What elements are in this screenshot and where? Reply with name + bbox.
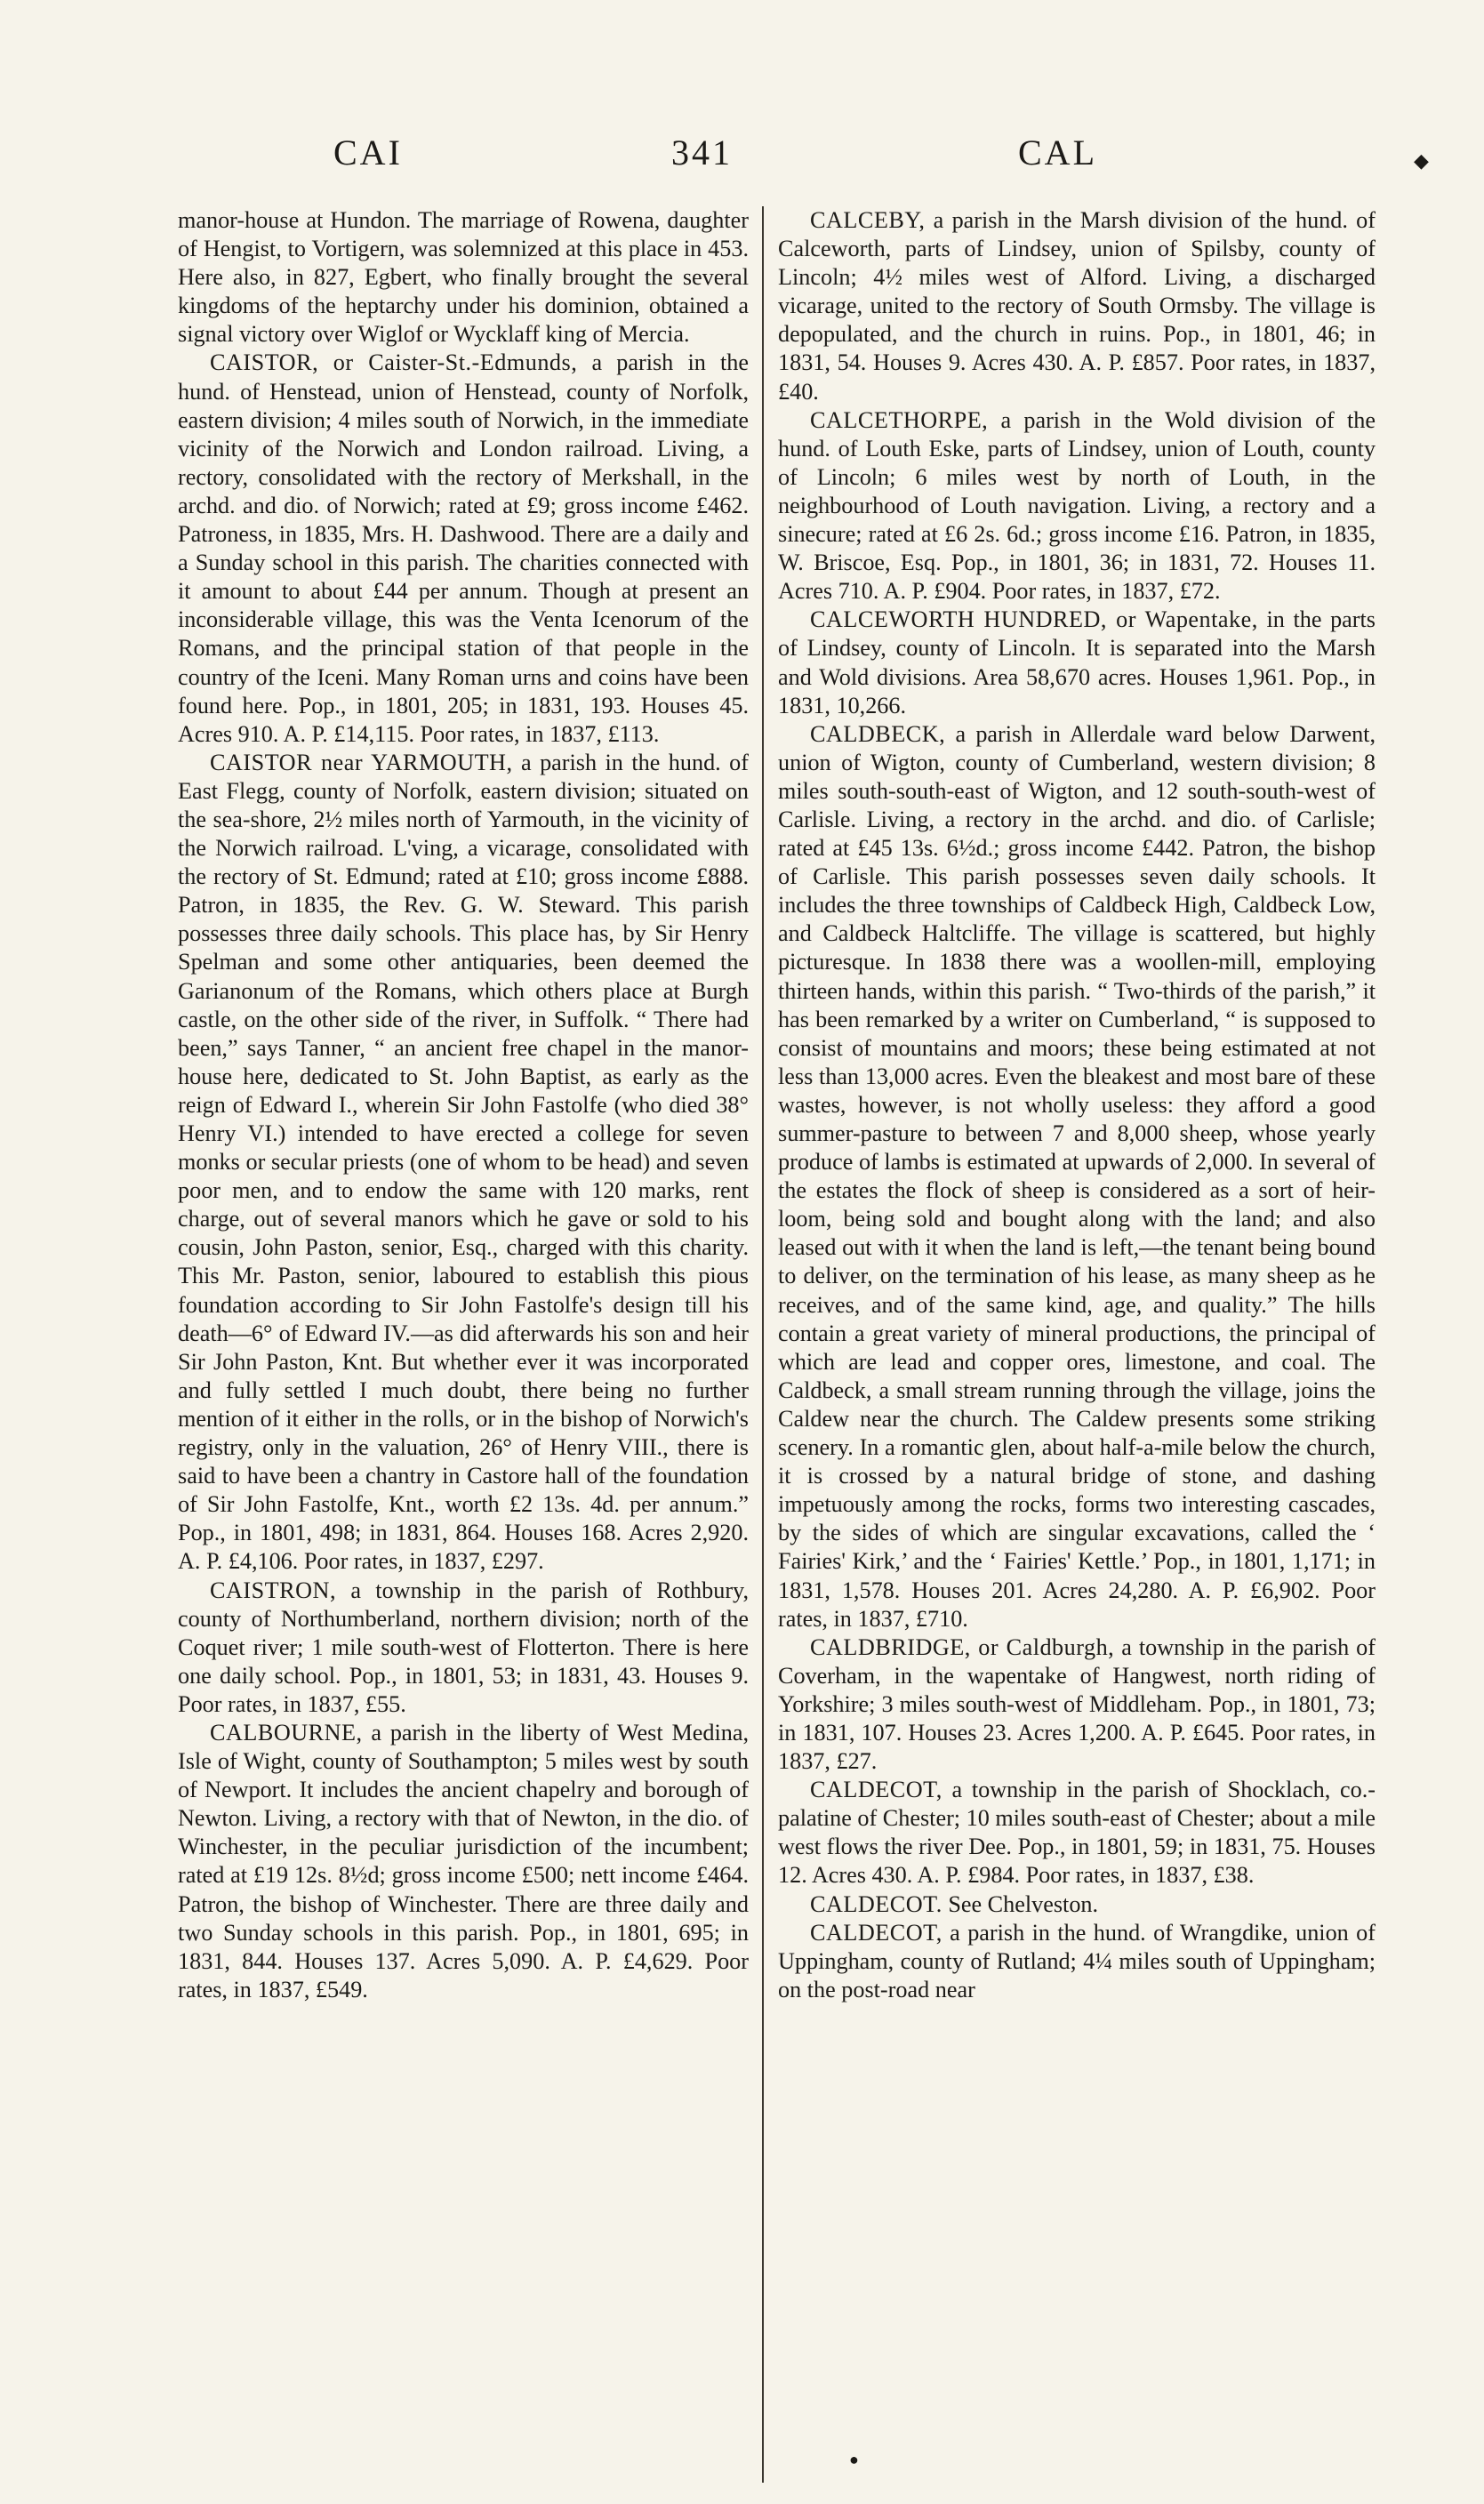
entry-text: a township in the parish of Shocklach, co.-palatine of Chester; 10 miles south-east of Chester; about a mile west flows the river Dee. Pop., in 1801, 59; in 1831, 75. Houses 12. Acres 430. A. P. £984. Poor rates, in 1837, £38. [778, 1777, 1376, 1889]
column-divider [762, 206, 764, 2483]
running-head-right: CAL [1018, 132, 1097, 173]
running-head-left: CAI [333, 132, 403, 173]
gazetteer-entry [778, 206, 1376, 406]
entry-headword: CAISTRON, [210, 1577, 336, 1603]
entry-headword: CALDECOT. [810, 1890, 943, 1917]
entry-text: See Chelveston. [942, 1890, 1099, 1917]
gazetteer-entry [178, 206, 749, 349]
entry-text: a parish in the hund. of Wrangdike, union of Uppingham, county of Rutland; 4¼ miles south of Uppingham; on the post-road near [778, 1919, 1376, 2002]
right-column [778, 206, 1376, 2483]
gazetteer-entry [778, 606, 1376, 719]
entry-text: a parish in the Marsh division of the hund. of Calceworth, parts of Lindsey, union of Spilsby, county of Lincoln; 4½ miles west of Alford. Living, a discharged vicarage, united to the rectory of South Ormsby. The village is depopulated, and the church in ruins. Pop., in 1801, 46; in 1831, 54. Houses 9. Acres 430. A. P. £857. Poor rates, in 1837, £40. [778, 207, 1376, 405]
entry-text: a parish in Allerdale ward below Darwent, union of Wigton, county of Cumberland, western division; 8 miles south-south-east of Wigton, and 12 south-south-west of Carlisle. Living, a rectory in the archd. and dio. of Carlisle; rated at £45 13s. 6½d.; gross income £442. Patron, the bishop of Carlisle. This parish possesses seven daily schools. It includes the three townships of Caldbeck High, Caldbeck Low, and Caldbeck Haltcliffe. The village is scattered, but highly picturesque. In 1838 there was a woollen-mill, employing thirteen hands, within this parish. “ Two-thirds of the parish,” it has been remarked by a writer on Cumberland, “ is supposed to consist of mountains and moors; these being estimated at not less than 13,000 acres. Even the bleakest and most bare of these wastes, however, is not wholly useless: they afford a good summer-pasture to between 7 and 8,000 sheep, whose yearly produce of lambs is estimated at upwards of 2,000. In several of the estates the flock of sheep is considered as a sort of heir-loom, being sold and bought along with the land; and also leased out with it when the land is left,—the tenant being bound to deliver, on the termination of his lease, as many sheep as he receives, and of the same kind, age, and quality.” The hills contain a great variety of mineral productions, the principal of which are lead and copper ores, limestone, and coal. The Caldbeck, a small stream running through the village, joins the Caldew near the church. The Caldew presents some striking scenery. In a romantic glen, about half-a-mile below the church, it is crossed by a natural bridge of stone, and dashing impetuously among the rocks, forms two interesting cascades, by the sides of which are singular excavations, called the ‘ Fairies' Kirk,’ and the ‘ Fairies' Kettle.’ Pop., in 1801, 1,171; in 1831, 1,578. Houses 201. Acres 24,280. A. P. £6,902. Poor rates, in 1837, £710. [778, 720, 1376, 1632]
gazetteer-entry [778, 1890, 1376, 1919]
gazetteer-entry [778, 1919, 1376, 2004]
gazetteer-entry [178, 749, 749, 1577]
gazetteer-entry [178, 1719, 749, 2004]
entry-text: a township in the parish of Rothbury, county of Northumberland, northern division; north of the Coquet river; 1 mile south-west of Flotterton. There is here one daily school. Pop., in 1801, 53; in 1831, 43. Houses 9. Poor rates, in 1837, £55. [178, 1577, 749, 1717]
gazetteer-entry [778, 406, 1376, 606]
entry-text: a parish in the hund. of East Flegg, county of Norfolk, eastern division; situated on the sea-shore, 2½ miles north of Yarmouth, in the vicinity of the Norwich railroad. L'ving, a vicarage, consolidated with the rectory of St. Edmund; rated at £10; gross income £888. Patron, in 1835, the Rev. G. W. Steward. This parish possesses three daily schools. This place has, by Sir Henry Spelman and some other antiquaries, been deemed the Garianonum of the Romans, which others place at Burgh castle, on the other side of the river, in Suffolk. “ There had been,” says Tanner, “ an ancient free chapel in the manor-house here, dedicated to St. John Baptist, as early as the reign of Edward I., wherein Sir John Fastolfe (who died 38° Henry VI.) intended to have erected a college for seven monks or secular priests (one of whom to be head) and seven poor men, and to endow the same with 120 marks, rent charge, out of several manors which he gave or sold to his cousin, John Paston, senior, Esq., charged with this charity. This Mr. Paston, senior, laboured to establish this pious foundation according to Sir John Fastolfe's design till his death—6° of Edward IV.—as did afterwards his son and heir Sir John Paston, Knt. But whether ever it was incorporated and fully settled I much doubt, there being no further mention of it either in the rolls, or in the bishop of Norwich's registry, only in the valuation, 26° of Henry VIII., there is said to have been a chantry in Castore hall of the foundation of Sir John Fastolfe, Knt., worth £2 13s. 4d. per annum.” Pop., in 1801, 498; in 1831, 864. Houses 168. Acres 2,920. A. P. £4,106. Poor rates, in 1837, £297. [178, 749, 749, 1575]
entry-text: a parish in the Wold division of the hund. of Louth Eske, parts of Lindsey, union of Louth, county of Lincoln; 6 miles west by north of Louth, in the neighbourhood of Louth navigation. Living, a rectory and a sinecure; rated at £6 2s. 6d.; gross income £16. Patron, in 1835, W. Briscoe, Esq. Pop., in 1801, 36; in 1831, 72. Houses 11. Acres 710. A. P. £904. Poor rates, in 1837, £72. [778, 406, 1376, 605]
gazetteer-entry [778, 720, 1376, 1633]
entry-text: in the parts of Lindsey, county of Lincoln. It is separated into the Marsh and Wold divisions. Area 58,670 acres. Houses 1,961. Pop., in 1831, 10,266. [778, 606, 1376, 718]
entry-headword: CALDECOT, [810, 1919, 943, 1946]
entry-headword: CALBOURNE, [210, 1719, 363, 1746]
entry-headword: CALDECOT, [810, 1777, 943, 1803]
gazetteer-entry [178, 349, 749, 748]
entry-headword: CALCEWORTH HUNDRED, or Wapentake, [810, 606, 1258, 633]
entry-text: a parish in the liberty of West Medina, Isle of Wight, county of Southampton; 5 miles west by south of Newport. It includes the ancient chapelry and borough of Newton. Living, a rectory with that of Newton, in the dio. of Winchester, in the peculiar jurisdiction of the incumbent; rated at £19 12s. 8½d; gross income £500; nett income £464. Patron, the bishop of Winchester. There are three daily and two Sunday schools in this parish. Pop., in 1801, 695; in 1831, 844. Houses 137. Acres 5,090. A. P. £4,629. Poor rates, in 1837, £549. [178, 1719, 749, 2002]
page-number: 341 [671, 132, 733, 173]
entry-text: manor-house at Hundon. The marriage of Rowena, daughter of Hengist, to Vortigern, was solemnized at this place in 453. Here also, in 827, Egbert, who finally brought the several kingdoms of the heptarchy under his dominion, obtained a signal victory over Wiglof or Wycklaff king of Mercia. [178, 207, 749, 348]
entry-headword: CALCETHORPE, [810, 406, 989, 433]
page-header [191, 132, 1387, 185]
entry-headword: CALDBECK, [810, 720, 946, 747]
entry-headword: CAISTOR, or Caister-St.-Edmunds, [210, 349, 578, 376]
gazetteer-entry [778, 1633, 1376, 1776]
entry-text: a township in the parish of Coverham, in the wapentake of Hangwest, north riding of Yorkshire; 3 miles south-west of Middleham. Pop., in 1801, 73; in 1831, 107. Houses 23. Acres 1,200. A. P. £645. Poor rates, in 1837, £27. [778, 1633, 1376, 1775]
entry-headword: CAISTOR near YARMOUTH, [210, 749, 513, 775]
gazetteer-entry [778, 1776, 1376, 1890]
entry-headword: CALCEBY, [810, 207, 926, 233]
margin-mark-icon: ◆ [1414, 149, 1429, 172]
gazetteer-entry [178, 1577, 749, 1719]
entry-headword: CALDBRIDGE, or Caldburgh, [810, 1633, 1115, 1660]
bottom-mark-icon: ● [849, 2451, 859, 2468]
left-column [178, 206, 749, 2483]
entry-text: a parish in the hund. of Henstead, union of Henstead, county of Norfolk, eastern division; 4 miles south of Norwich, in the immediate vicinity of the Norwich and London railroad. Living, a rectory, consolidated with the rectory of Merkshall, in the archd. and dio. of Norwich; rated at £9; gross income £462. Patroness, in 1835, Mrs. H. Dashwood. There are a daily and a Sunday school in this parish. The charities connected with it amount to about £44 per annum. Though at present an inconsiderable village, this was the Venta Icenorum of the Romans, and the principal station of that people in the country of the Iceni. Many Roman urns and coins have been found here. Pop., in 1801, 205; in 1831, 193. Houses 45. Acres 910. A. P. £14,115. Poor rates, in 1837, £113. [178, 349, 749, 747]
